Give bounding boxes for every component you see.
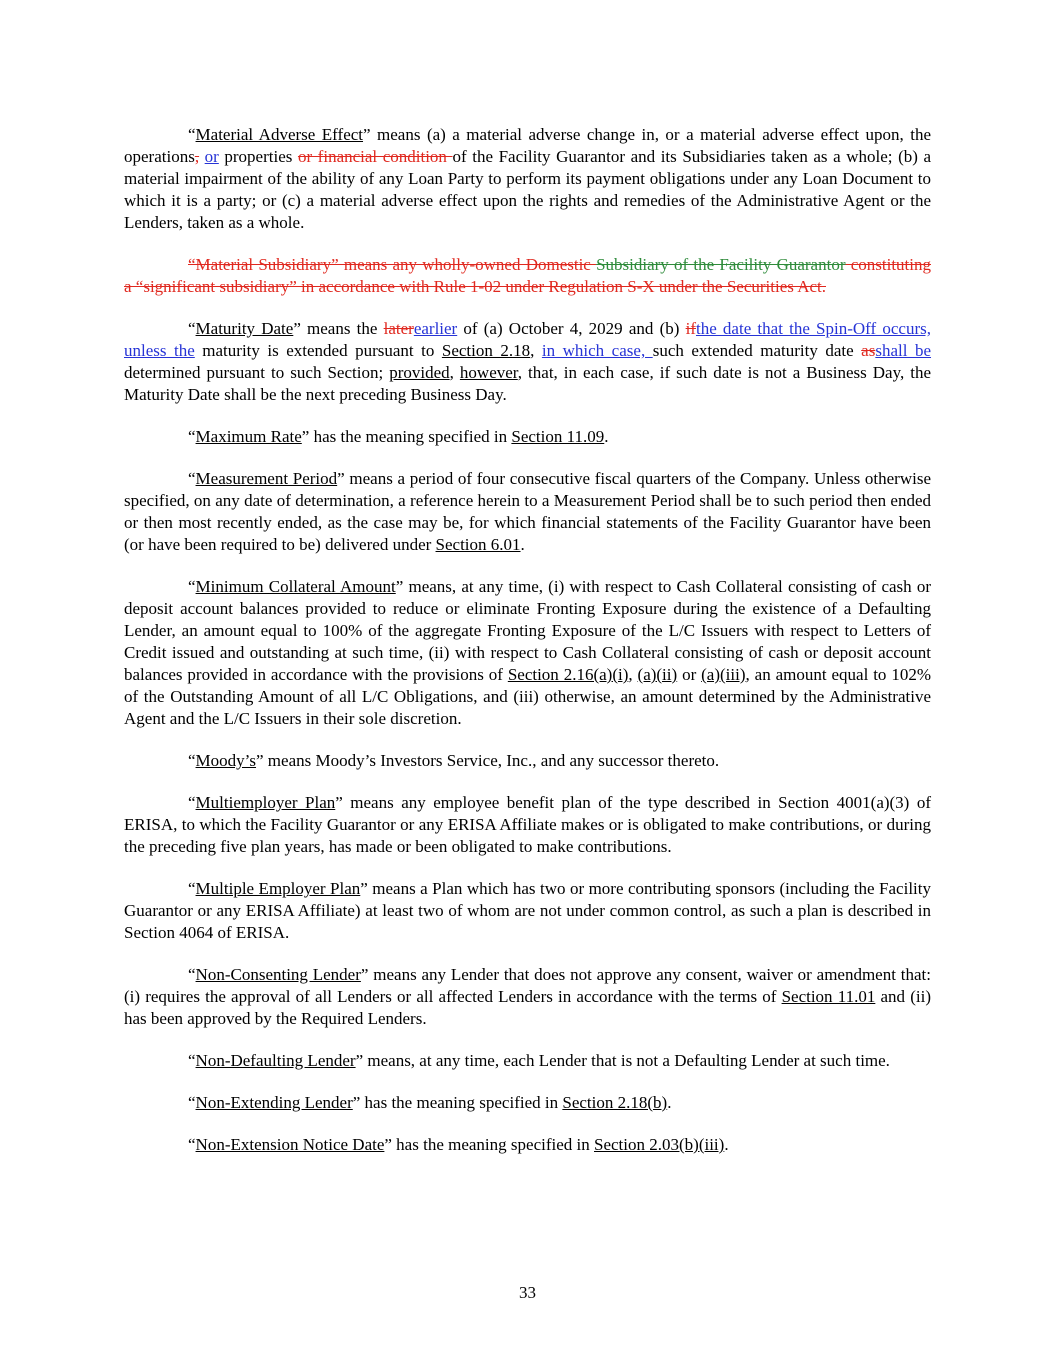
defined-term: Non-Extending Lender <box>195 1093 353 1112</box>
section-reference: (a)(ii) <box>637 665 678 684</box>
definition-moodys: “Moody’s” means Moody’s Investors Service, Inc., and any successor thereto. <box>188 751 720 770</box>
definition-non-defaulting-lender: “Non-Defaulting Lender” means, at any time, each Lender that is not a Defaulting Lender at such time. <box>188 1051 890 1070</box>
deleted-text: , <box>194 147 200 166</box>
defined-term: Maturity Date <box>195 319 294 338</box>
definition-non-consenting-lender: “Non-Consenting Lender” means any Lender that does not approve any consent, waiver or amendment that: (i) requires the approval of all Lenders or all affected Lenders in accordance with the terms of Section 11.01 and (ii) has been approved by the Required Lenders. <box>124 965 931 1028</box>
definition-measurement-period: “Measurement Period” means a period of four consecutive fiscal quarters of the Company. Unless otherwise specified, on any date of determination, a reference herein to a Measurement Period shall be to such period then ended or then most recently ended, as the case may be, for which financial statements of the Facility Guarantor have been (or have been required to be) delivered under Section 6.01. <box>124 469 932 554</box>
section-reference: Section 2.16(a)(i) <box>507 665 629 684</box>
section-reference: (a)(iii) <box>701 665 746 684</box>
defined-term: Moody’s <box>195 751 257 770</box>
section-reference: Section 11.01 <box>781 987 876 1006</box>
deleted-text: constituting a “significant subsidiary” in accordance with Rule 1-02 under Regulation S-X under the Securities Act. <box>124 255 931 296</box>
inserted-text: or <box>204 147 219 166</box>
section-reference: Section 2.18 <box>441 341 531 360</box>
section-reference: Section 6.01 <box>435 535 521 554</box>
inserted-text: in which case, <box>541 341 653 360</box>
provided-term: provided <box>389 363 450 382</box>
however-term: however <box>459 363 518 382</box>
deleted-text: or financial condition <box>297 147 453 166</box>
section-reference: Section 11.09 <box>511 427 605 446</box>
definition-maturity-date: “Maturity Date” means the laterearlier of (a) October 4, 2029 and (b) ifthe date that the Spin-Off occurs, unless the maturity is extended pursuant to Section 2.18, in which case, such extended maturity date asshall be determined pursuant to such Section; provided, however, that, in each case, if such date is not a Business Day, the Maturity Date shall be the next preceding Business Day. <box>124 319 932 404</box>
inserted-text: earlier <box>413 319 458 338</box>
deleted-text: “Material Subsidiary” means any wholly-owned Domestic <box>188 255 597 274</box>
deleted-text: later <box>383 319 414 338</box>
defined-term: Non-Extension Notice Date <box>195 1135 385 1154</box>
defined-term: Multiemployer Plan <box>195 793 336 812</box>
deleted-text: as <box>861 341 876 360</box>
deleted-text: if <box>685 319 696 338</box>
document-page <box>124 124 931 1176</box>
definition-multiemployer-plan: “Multiemployer Plan” means any employee benefit plan of the type described in Section 4001(a)(3) of ERISA, to which the Facility Guarantor or any ERISA Affiliate makes or is obligated to make contributions, or during the preceding five plan years, has made or been obligated to make contributions. <box>124 793 931 856</box>
defined-term: Non-Defaulting Lender <box>195 1051 356 1070</box>
section-reference: Section 2.18(b) <box>562 1093 668 1112</box>
definition-maximum-rate: “Maximum Rate” has the meaning specified in Section 11.09. <box>188 427 609 446</box>
definition-multiple-employer-plan: “Multiple Employer Plan” means a Plan which has two or more contributing sponsors (including the Facility Guarantor or any ERISA Affiliate) at least two of whom are not under common control, as such a plan is described in Section 4064 of ERISA. <box>124 879 931 942</box>
defined-term: Multiple Employer Plan <box>195 879 361 898</box>
defined-term: Maximum Rate <box>195 427 302 446</box>
definition-minimum-collateral-amount: “Minimum Collateral Amount” means, at any time, (i) with respect to Cash Collateral consisting of cash or deposit account balances provided to reduce or eliminate Fronting Exposure during the existence of a Defaulting Lender, an amount equal to 100% of the aggregate Fronting Exposure of the L/C Issuers with respect to Letters of Credit issued and outstanding at such time, (ii) with respect to Cash Collateral consisting of cash or deposit account balances provided in accordance with the provisions of Section 2.16(a)(i), (a)(ii) or (a)(iii), an amount equal to 102% of the Outstanding Amount of all L/C Obligations, and (iii) otherwise, an amount determined by the Administrative Agent and the L/C Issuers in their sole discretion. <box>124 577 931 728</box>
defined-term: Material Adverse Effect <box>195 125 364 144</box>
definition-material-adverse-effect: “Material Adverse Effect” means (a) a material adverse change in, or a material adverse effect upon, the operations, or properties or financial condition of the Facility Guarantor and its Subsidiaries taken as a whole; (b) a material impairment of the ability of any Loan Party to perform its payment obligations under any Loan Document to which it is a party; or (c) a material adverse effect upon the rights and remedies of the Administrative Agent or the Lenders, taken as a whole. <box>124 125 932 232</box>
moved-deleted-text: Subsidiary of the Facility Guarantor <box>596 255 846 274</box>
defined-term: Non-Consenting Lender <box>195 965 361 984</box>
defined-term: Measurement Period <box>195 469 338 488</box>
defined-term: Minimum Collateral Amount <box>195 577 396 596</box>
inserted-text: the date that the Spin-Off occurs, unless the <box>124 319 931 360</box>
page-number: 33 <box>519 1283 536 1302</box>
definition-material-subsidiary-deleted <box>124 254 931 298</box>
section-reference: Section 2.03(b)(iii) <box>594 1135 725 1154</box>
definition-non-extension-notice-date: “Non-Extension Notice Date” has the meaning specified in Section 2.03(b)(iii). <box>188 1135 729 1154</box>
inserted-text: shall be <box>875 341 932 360</box>
definition-non-extending-lender: “Non-Extending Lender” has the meaning specified in Section 2.18(b). <box>188 1093 672 1112</box>
